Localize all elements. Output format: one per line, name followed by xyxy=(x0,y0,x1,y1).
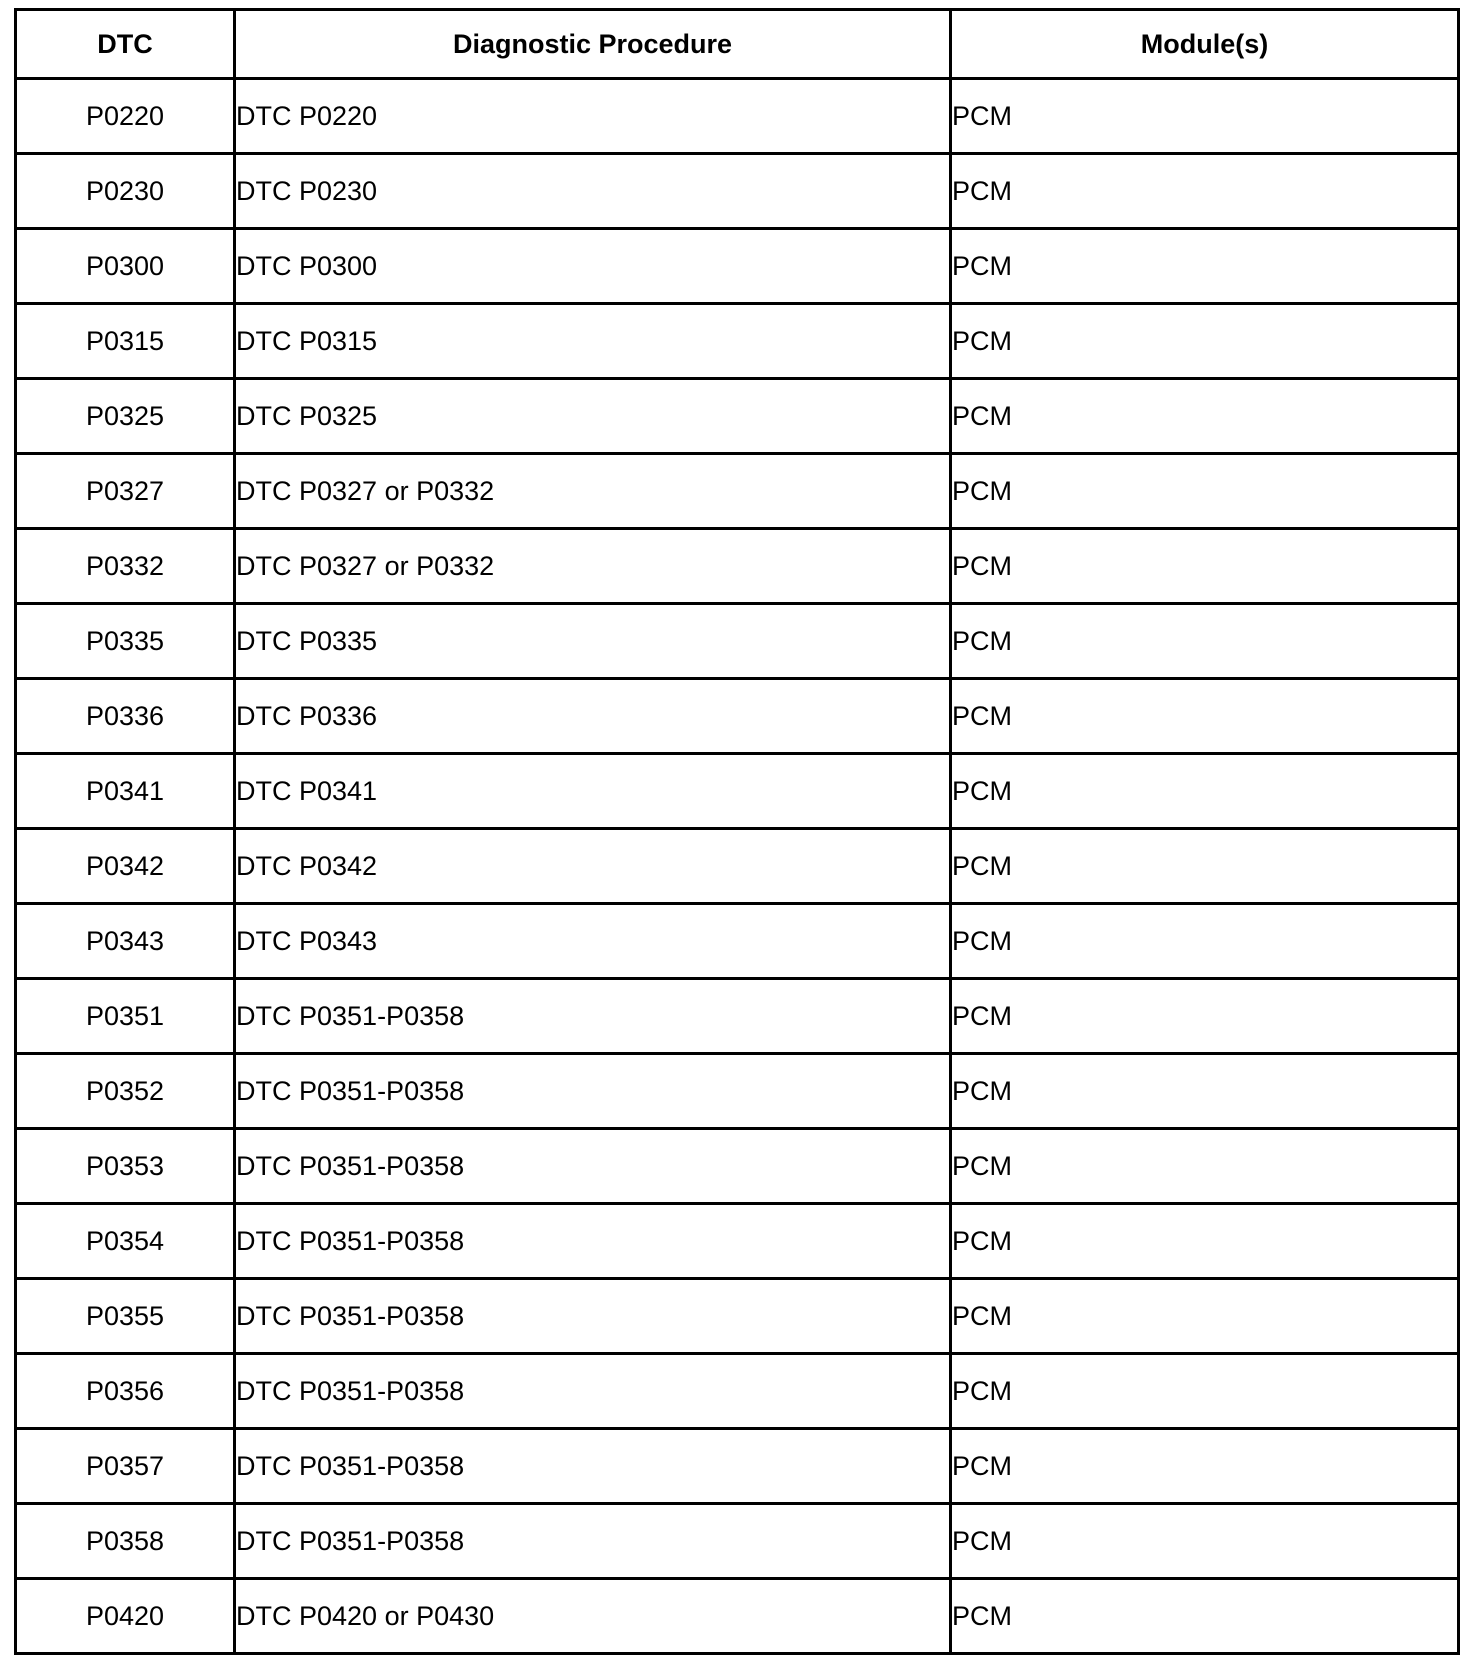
table-row xyxy=(16,1354,1459,1429)
diagnostic-procedure-cell: DTC P0335 xyxy=(235,604,951,679)
module-cell: PCM xyxy=(951,1504,1459,1579)
table-body xyxy=(16,79,1459,1654)
diagnostic-procedure-cell: DTC P0300 xyxy=(235,229,951,304)
dtc-code-cell: P0315 xyxy=(16,304,235,379)
table-row xyxy=(16,79,1459,154)
table-row xyxy=(16,379,1459,454)
diagnostic-procedure-cell: DTC P0220 xyxy=(235,79,951,154)
diagnostic-procedure-cell: DTC P0351-P0358 xyxy=(235,1204,951,1279)
table-row xyxy=(16,304,1459,379)
diagnostic-procedure-cell: DTC P0230 xyxy=(235,154,951,229)
dtc-code-cell: P0356 xyxy=(16,1354,235,1429)
dtc-code-cell: P0352 xyxy=(16,1054,235,1129)
module-cell: PCM xyxy=(951,1204,1459,1279)
dtc-code-cell: P0220 xyxy=(16,79,235,154)
dtc-code-cell: P0335 xyxy=(16,604,235,679)
table-header xyxy=(16,10,1459,79)
module-cell: PCM xyxy=(951,829,1459,904)
dtc-code-cell: P0355 xyxy=(16,1279,235,1354)
diagnostic-procedure-cell: DTC P0343 xyxy=(235,904,951,979)
diagnostic-procedure-cell: DTC P0315 xyxy=(235,304,951,379)
module-cell: PCM xyxy=(951,529,1459,604)
module-cell: PCM xyxy=(951,1579,1459,1654)
header-diagnostic-procedure: Diagnostic Procedure xyxy=(235,10,951,79)
diagnostic-procedure-cell: DTC P0327 or P0332 xyxy=(235,529,951,604)
table-row xyxy=(16,1129,1459,1204)
module-cell: PCM xyxy=(951,1129,1459,1204)
dtc-code-cell: P0332 xyxy=(16,529,235,604)
diagnostic-procedure-cell: DTC P0342 xyxy=(235,829,951,904)
dtc-code-cell: P0300 xyxy=(16,229,235,304)
dtc-code-cell: P0336 xyxy=(16,679,235,754)
module-cell: PCM xyxy=(951,979,1459,1054)
table-row xyxy=(16,1579,1459,1654)
header-row xyxy=(16,10,1459,79)
module-cell: PCM xyxy=(951,229,1459,304)
dtc-code-cell: P0420 xyxy=(16,1579,235,1654)
table-row xyxy=(16,679,1459,754)
table-row xyxy=(16,904,1459,979)
dtc-code-cell: P0354 xyxy=(16,1204,235,1279)
diagnostic-procedure-cell: DTC P0351-P0358 xyxy=(235,1354,951,1429)
module-cell: PCM xyxy=(951,154,1459,229)
module-cell: PCM xyxy=(951,1429,1459,1504)
table-row xyxy=(16,754,1459,829)
table-row xyxy=(16,1429,1459,1504)
table-row xyxy=(16,529,1459,604)
dtc-code-cell: P0342 xyxy=(16,829,235,904)
module-cell: PCM xyxy=(951,679,1459,754)
diagnostic-procedure-cell: DTC P0351-P0358 xyxy=(235,1279,951,1354)
diagnostic-procedure-cell: DTC P0351-P0358 xyxy=(235,1504,951,1579)
module-cell: PCM xyxy=(951,904,1459,979)
module-cell: PCM xyxy=(951,454,1459,529)
table-row xyxy=(16,1054,1459,1129)
diagnostic-procedure-cell: DTC P0327 or P0332 xyxy=(235,454,951,529)
table-row xyxy=(16,829,1459,904)
table-row xyxy=(16,1504,1459,1579)
table-row xyxy=(16,154,1459,229)
dtc-code-cell: P0341 xyxy=(16,754,235,829)
dtc-code-cell: P0358 xyxy=(16,1504,235,1579)
module-cell: PCM xyxy=(951,79,1459,154)
diagnostic-procedure-cell: DTC P0325 xyxy=(235,379,951,454)
module-cell: PCM xyxy=(951,304,1459,379)
table-row xyxy=(16,229,1459,304)
module-cell: PCM xyxy=(951,1354,1459,1429)
dtc-code-cell: P0325 xyxy=(16,379,235,454)
table-row xyxy=(16,979,1459,1054)
module-cell: PCM xyxy=(951,754,1459,829)
table-row xyxy=(16,604,1459,679)
dtc-code-cell: P0230 xyxy=(16,154,235,229)
module-cell: PCM xyxy=(951,1279,1459,1354)
dtc-code-cell: P0327 xyxy=(16,454,235,529)
dtc-code-cell: P0343 xyxy=(16,904,235,979)
dtc-code-cell: P0351 xyxy=(16,979,235,1054)
module-cell: PCM xyxy=(951,379,1459,454)
diagnostic-procedure-cell: DTC P0351-P0358 xyxy=(235,1054,951,1129)
table-row xyxy=(16,1204,1459,1279)
diagnostic-procedure-cell: DTC P0351-P0358 xyxy=(235,1429,951,1504)
table-row xyxy=(16,454,1459,529)
diagnostic-procedure-cell: DTC P0336 xyxy=(235,679,951,754)
diagnostic-procedure-cell: DTC P0351-P0358 xyxy=(235,979,951,1054)
header-modules: Module(s) xyxy=(951,10,1459,79)
diagnostic-procedure-cell: DTC P0351-P0358 xyxy=(235,1129,951,1204)
dtc-code-cell: P0357 xyxy=(16,1429,235,1504)
header-dtc: DTC xyxy=(16,10,235,79)
diagnostic-procedure-cell: DTC P0341 xyxy=(235,754,951,829)
diagnostic-procedure-cell: DTC P0420 or P0430 xyxy=(235,1579,951,1654)
module-cell: PCM xyxy=(951,1054,1459,1129)
module-cell: PCM xyxy=(951,604,1459,679)
dtc-table xyxy=(14,8,1460,1655)
table-row xyxy=(16,1279,1459,1354)
dtc-code-cell: P0353 xyxy=(16,1129,235,1204)
